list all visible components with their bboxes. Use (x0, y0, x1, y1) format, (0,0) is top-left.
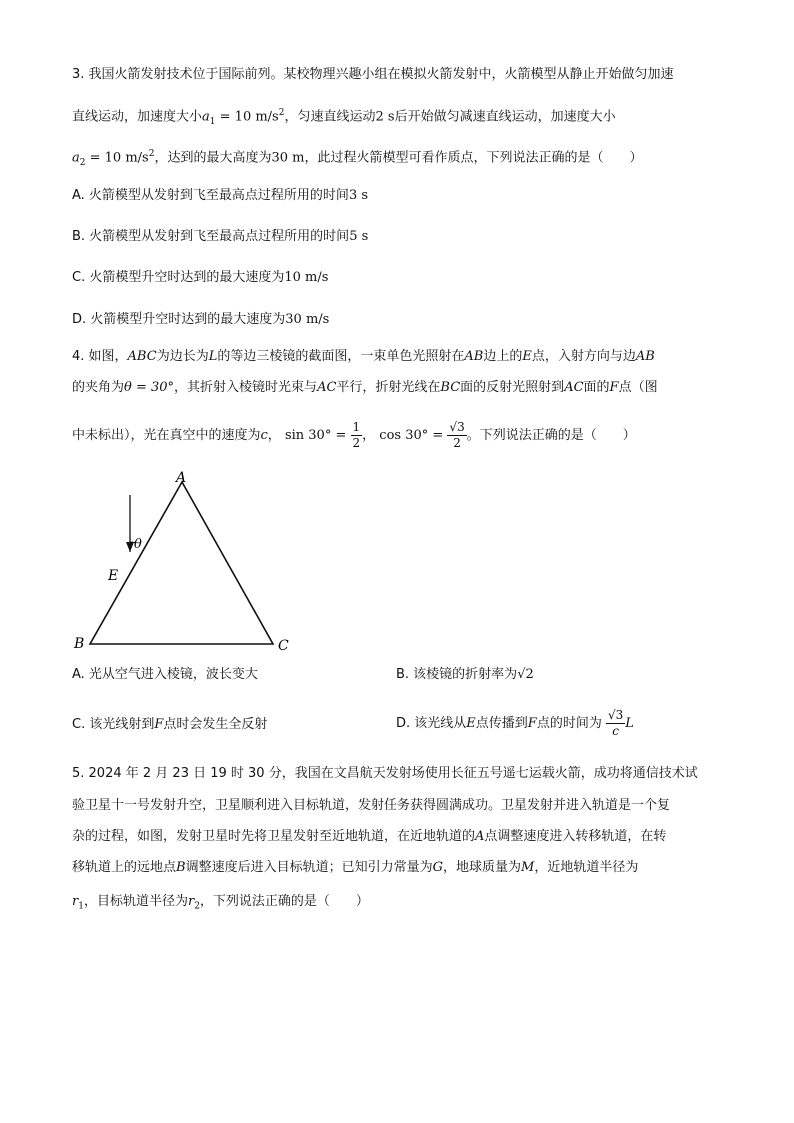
q4-line-1: 4. 如图，ABC为边长为L的等边三棱镜的截面图，一束单色光照射在AB边上的E点，入射方向与边AB (72, 349, 655, 364)
q3-option-d: D. 火箭模型升空时达到的最大速度为30 m/s (72, 312, 330, 327)
q5-line-1: 5. 2024 年 2 月 23 日 19 时 30 分，我国在文昌航天发射场使用长征五号遥七运载火箭，成功将通信技术试 (72, 766, 698, 781)
q3-line-2: 直线运动，加速度大小$a_1 = 10$ $m/s^2$，匀速直线运动2 s后开始做匀减速直线运动，加速度大小 (72, 108, 616, 127)
q3-line-3: $a_2 = 10$ $m/s^2$，达到的最大高度为30 m，此过程火箭模型可看作质点，下列说法正确的是（ ） (72, 149, 643, 168)
q4-line-2: 的夹角为θ = 30°，其折射入棱镜时光束与AC平行，折射光线在BC面的反射光照射到AC面的F点（图 (72, 380, 658, 395)
q5-line-3: 杂的过程，如图，发射卫星时先将卫星发射至近地轨道，在近地轨道的A点调整速度进入转移轨道，在转 (72, 829, 667, 844)
triangle-abc (90, 482, 273, 644)
label-c: C (278, 638, 289, 654)
cos-fraction: $\frac{√3}{2}$ (449, 420, 465, 450)
q4-option-d: D. 该光线从E点传播到F点的时间为 $\frac{√3}{c}$ L (396, 708, 634, 738)
q3-option-b: B. 火箭模型从发射到飞至最高点过程所用的时间5 s (72, 229, 369, 244)
q4-option-c: C. 该光线射到F点时会发生全反射 (72, 717, 268, 732)
q3-option-c: C. 火箭模型升空时达到的最大速度为10 m/s (72, 270, 329, 285)
q4-option-a: A. 光从空气进入棱镜，波长变大 (72, 667, 258, 682)
q4-line-3: 中未标出），光在真空中的速度为c， sin 30° = $\frac{1}{2}$ ， cos 30° = $\frac{√3}{2}$ 。下列说法正确的是（ ） (72, 420, 636, 450)
q5-line-5: $r_1$，目标轨道半径为$r_2$，下列说法正确的是（ ） (72, 894, 369, 912)
label-a: A (176, 470, 187, 486)
q3-option-a: A. 火箭模型从发射到飞至最高点过程所用的时间3 s (72, 188, 369, 203)
q4-option-b: B. 该棱镜的折射率为√2 (396, 667, 534, 682)
q5-line-4: 移轨道上的远地点B调整速度后进入目标轨道；已知引力常量为G，地球质量为M，近地轨道半径为 (72, 860, 639, 875)
time-fraction: $\frac{√3}{c}$ (607, 708, 624, 738)
q3-line-1: 3. 我国火箭发射技术位于国际前列。某校物理兴趣小组在模拟火箭发射中，火箭模型从静止开始做匀加速 (72, 67, 674, 82)
label-e: E (108, 568, 119, 584)
q5-line-2: 验卫星十一号发射升空，卫星顺利进入目标轨道，发射任务获得圆满成功。卫星发射并进入轨道是一个复 (72, 798, 671, 813)
prism-diagram (60, 462, 310, 662)
label-theta: θ (134, 537, 142, 552)
label-b: B (74, 636, 85, 652)
sin-fraction: $\frac{1}{2}$ (352, 420, 361, 450)
incident-arrow-head (126, 542, 134, 552)
